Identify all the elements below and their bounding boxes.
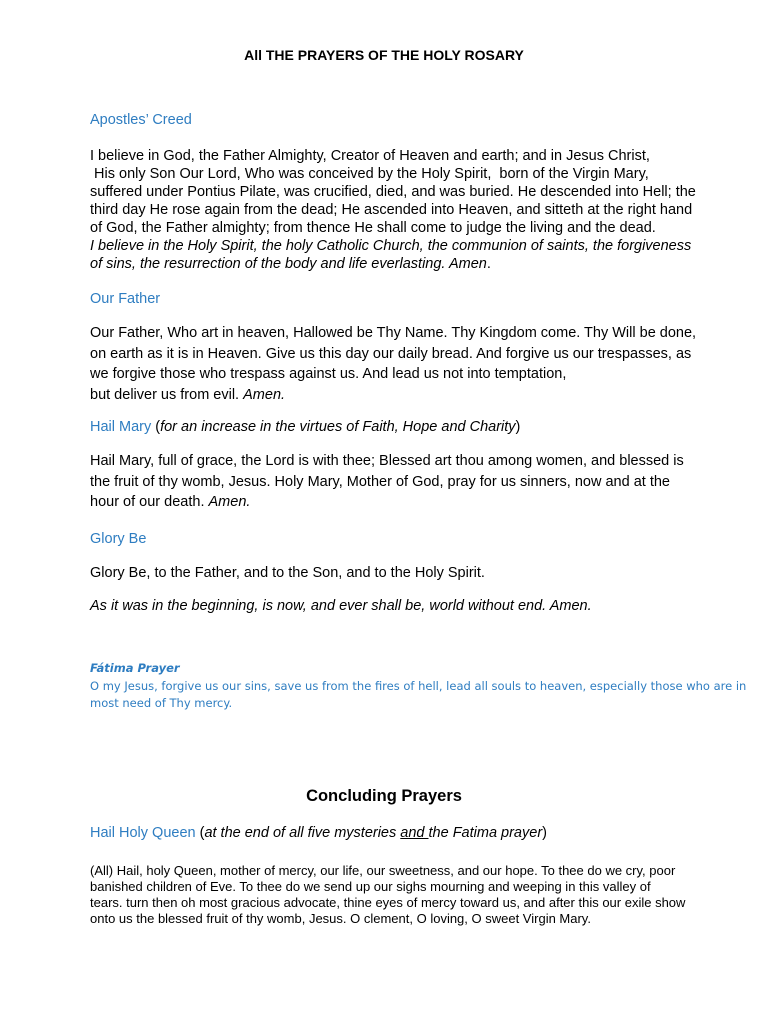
paren-open: ( (195, 825, 205, 841)
creed-line-text: of sins, the resurrection of the body and life everlasting. Amen (90, 256, 487, 272)
creed-line: third day He rose again from the dead; He ascended into Heaven, and sitteth at the right hand (90, 202, 693, 218)
paren-close: ) (542, 825, 547, 841)
fatima-line: O my Jesus, forgive us our sins, save us from the fires of hell, lead all souls to heaven, especially those who are in (90, 679, 747, 693)
our-father-heading: Our Father (90, 291, 161, 307)
amen-text: Amen. (208, 494, 251, 510)
glory-be-line: Glory Be, to the Father, and to the Son, and to the Holy Spirit. (90, 565, 485, 581)
document-title: All THE PRAYERS OF THE HOLY ROSARY (244, 47, 524, 63)
hail-holy-queen-heading: Hail Holy Queen (90, 825, 196, 841)
hail-holy-queen-note-and: and (400, 825, 429, 841)
creed-line: I believe in God, the Father Almighty, Creator of Heaven and earth; and in Jesus Christ, (90, 148, 650, 164)
our-father-line: we forgive those who trespass against us. And lead us not into temptation, (90, 366, 567, 382)
amen-text: Amen. (243, 386, 286, 403)
creed-line: I believe in the Holy Spirit, the holy Catholic Church, the communion of saints, the forgiveness (90, 238, 692, 254)
apostles-creed-text (90, 147, 730, 273)
our-father-line: on earth as it is in Heaven. Give us this day our daily bread. And forgive us our trespasses, as (90, 345, 692, 362)
creed-line (90, 255, 730, 273)
hail-holy-queen-note-end: the Fatima prayer (428, 825, 543, 841)
concluding-prayers-title: Concluding Prayers (306, 787, 462, 805)
hail-holy-queen-note: at the end of all five mysteries (204, 825, 401, 841)
apostles-creed-heading: Apostles’ Creed (90, 112, 192, 128)
creed-line: suffered under Pontius Pilate, was crucified, died, and was buried. He descended into Hell; the (90, 184, 696, 200)
paren-open: ( (151, 419, 161, 435)
hail-mary-heading-row (90, 418, 520, 436)
hail-holy-queen-line: (All) Hail, holy Queen, mother of mercy, our life, our sweetness, and our hope. To thee do we cry, poor (90, 863, 676, 878)
hail-mary-line (90, 492, 730, 513)
our-father-line: Our Father, Who art in heaven, Hallowed be Thy Name. Thy Kingdom come. Thy Will be done, (90, 325, 697, 341)
our-father-line-text: but deliver us from evil. (90, 386, 244, 403)
creed-line: His only Son Our Lord, Who was conceived by the Holy Spirit, born of the Virgin Mary, (90, 166, 649, 182)
hail-holy-queen-line: banished children of Eve. To thee do we send up our sighs mourning and weeping in this valley of (90, 879, 651, 894)
glory-be-line-2: As it was in the beginning, is now, and ever shall be, world without end. Amen. (90, 598, 592, 614)
hail-mary-heading: Hail Mary (90, 419, 152, 435)
hail-mary-line-text: hour of our death. (90, 494, 209, 510)
hail-mary-note: for an increase in the virtues of Faith, Hope and Charity (160, 419, 516, 435)
creed-line: of God, the Father almighty; from thence He shall come to judge the living and the dead. (90, 220, 656, 236)
hail-mary-text (90, 451, 730, 513)
creed-line-period: . (486, 256, 491, 272)
hail-holy-queen-line: onto us the blessed fruit of thy womb, Jesus. O clement, O loving, O sweet Virgin Mary. (90, 911, 591, 926)
our-father-text (90, 323, 730, 405)
hail-mary-line: the fruit of thy womb, Jesus. Holy Mary, Mother of God, pray for us sinners, now and at the (90, 473, 670, 490)
our-father-line (90, 385, 730, 406)
hail-holy-queen-text (90, 863, 730, 927)
fatima-prayer-heading: Fátima Prayer (90, 661, 180, 675)
fatima-line: most need of Thy mercy. (90, 696, 233, 710)
hail-mary-line: Hail Mary, full of grace, the Lord is with thee; Blessed art thou among women, and blessed is (90, 453, 684, 469)
hail-holy-queen-line: tears. turn then oh most gracious advocate, thine eyes of mercy toward us, and after this our exile show (90, 895, 686, 910)
glory-be-heading: Glory Be (90, 531, 147, 547)
fatima-prayer-text (90, 678, 747, 712)
hail-holy-queen-heading-row (90, 824, 547, 842)
paren-close: ) (515, 419, 521, 435)
